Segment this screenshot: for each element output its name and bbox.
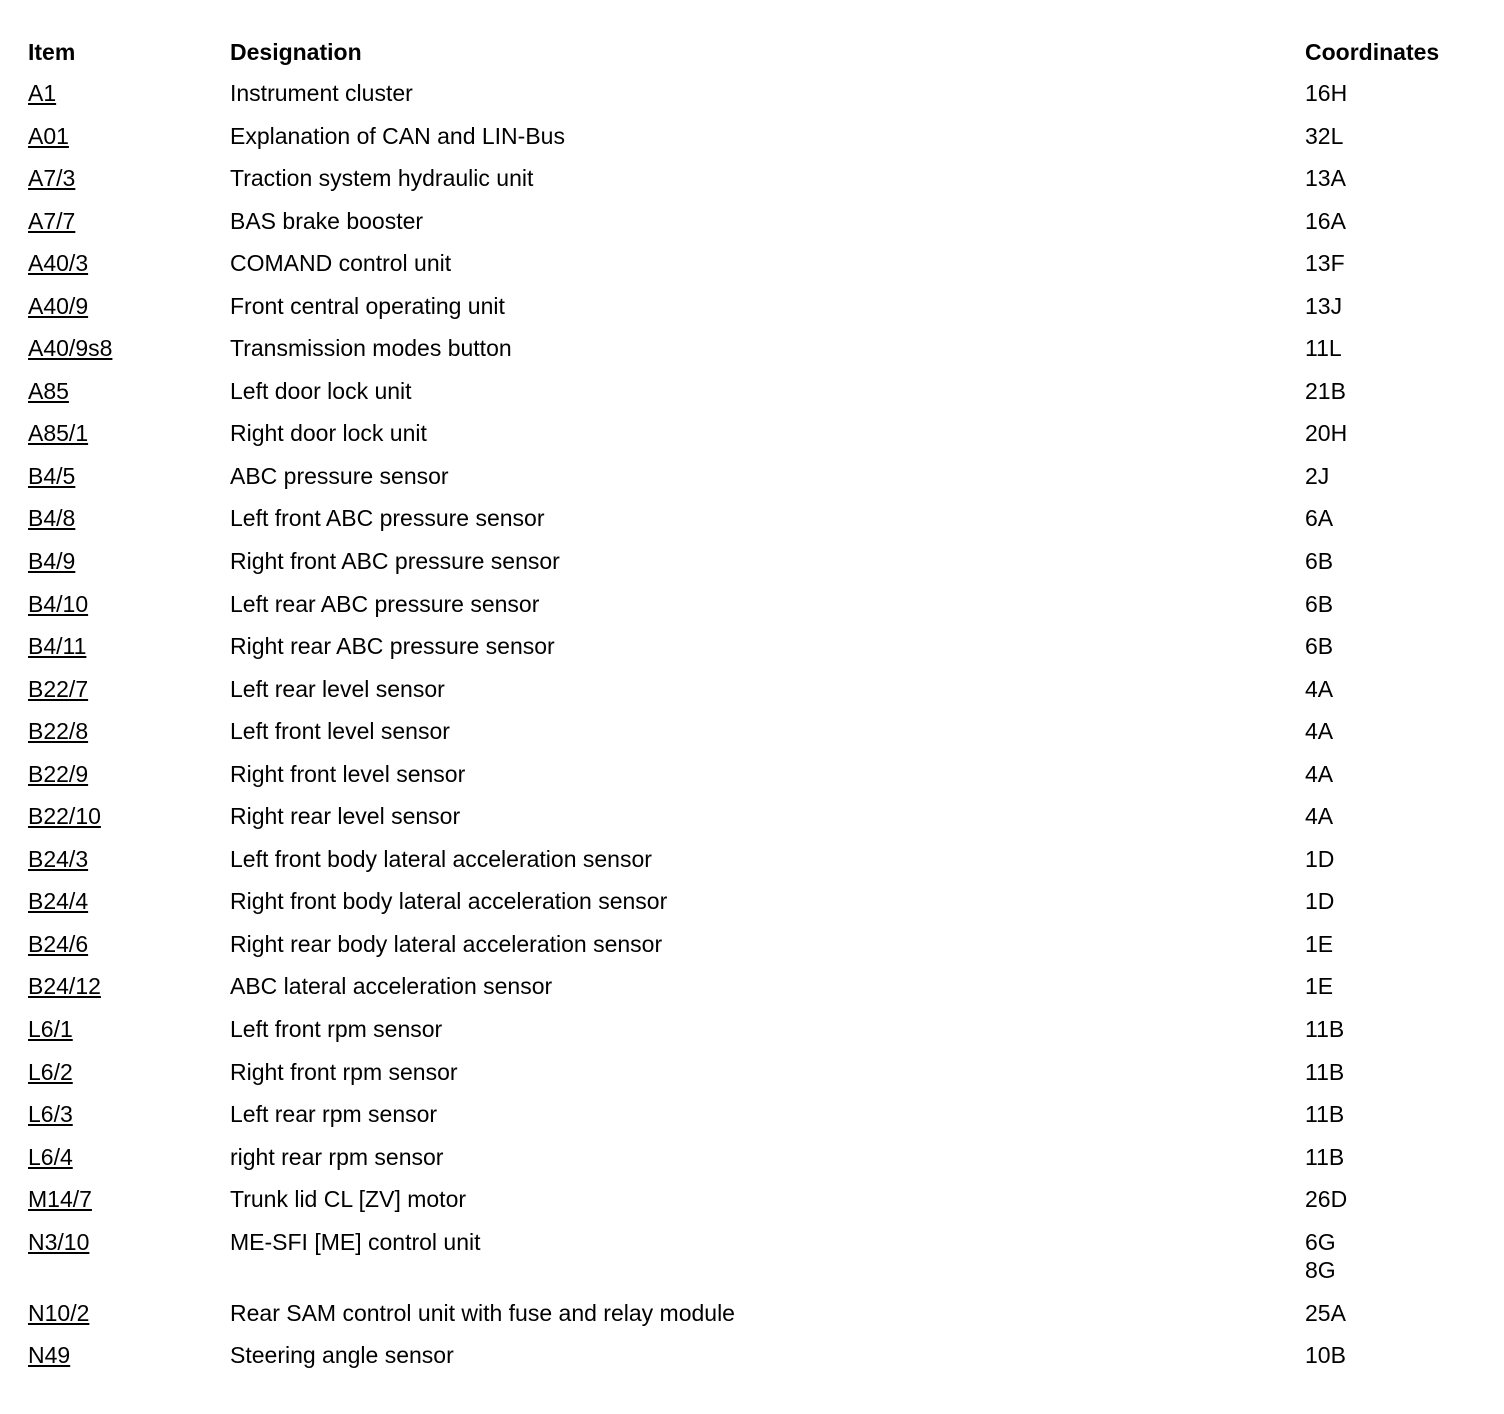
item-link[interactable]: B4/9 [28, 548, 76, 575]
coordinates-cell [1305, 590, 1333, 618]
designation-cell: Instrument cluster [230, 80, 413, 106]
coordinates-cell [1305, 845, 1334, 873]
coordinate-value: 11B [1305, 1016, 1345, 1043]
designation-cell: Left door lock unit [230, 377, 412, 404]
item-link[interactable]: N49 [28, 1342, 71, 1369]
coordinate-value: 1E [1305, 930, 1334, 957]
coordinate-value: 1D [1305, 888, 1335, 915]
item-link[interactable]: L6/2 [28, 1058, 73, 1085]
designation-cell: Transmission modes button [230, 335, 512, 362]
table-row [0, 1299, 1504, 1342]
coordinates-cell [1305, 1143, 1344, 1171]
coordinates-cell [1305, 547, 1333, 575]
table-row [0, 547, 1504, 590]
coordinate-value: 11B [1305, 1143, 1345, 1170]
item-link[interactable]: A40/3 [28, 250, 89, 277]
coordinate-value: 4A [1305, 803, 1334, 830]
designation-cell: Left rear level sensor [230, 675, 445, 702]
coordinate-value: 10B [1305, 1342, 1346, 1369]
coordinates-cell [1305, 632, 1333, 660]
table-header [0, 37, 1504, 67]
coordinates-cell [1305, 1015, 1344, 1043]
coordinate-value: 1E [1305, 973, 1334, 1000]
table-row [0, 249, 1504, 292]
designation-cell: Right rear level sensor [230, 803, 461, 830]
coordinates-cell [1305, 207, 1346, 235]
designation-cell: Right front rpm sensor [230, 1058, 458, 1085]
designation-cell: Left front ABC pressure sensor [230, 505, 545, 532]
table-row [0, 462, 1504, 505]
table-row [0, 972, 1504, 1015]
coordinate-value: 6A [1305, 505, 1334, 532]
table-row [0, 760, 1504, 803]
coordinates-cell [1305, 802, 1333, 830]
coordinate-value: 32L [1305, 122, 1344, 149]
designation-cell: right rear rpm sensor [230, 1143, 444, 1170]
item-link[interactable]: N3/10 [28, 1228, 90, 1255]
coordinates-cell [1305, 760, 1333, 788]
item-link[interactable]: L6/1 [28, 1016, 73, 1043]
coordinate-value: 4A [1305, 675, 1334, 702]
coordinate-value: 16A [1305, 207, 1346, 234]
designation-cell: Left rear rpm sensor [230, 1101, 438, 1128]
item-link[interactable]: B22/9 [28, 760, 89, 787]
coordinate-value: 4A [1305, 718, 1334, 745]
coordinate-value: 16H [1305, 80, 1348, 106]
coordinates-cell [1305, 164, 1346, 192]
item-link[interactable]: A01 [28, 122, 69, 149]
designation-cell: Left front body lateral acceleration sensor [230, 845, 652, 872]
table-row [0, 377, 1504, 420]
coordinate-value: 8G [1305, 1256, 1336, 1283]
table-row [0, 887, 1504, 930]
coordinates-cell [1305, 972, 1333, 1000]
item-link[interactable]: L6/4 [28, 1143, 73, 1170]
coordinates-cell [1305, 462, 1329, 490]
coordinate-value: 6B [1305, 633, 1334, 660]
designation-cell: Steering angle sensor [230, 1342, 454, 1369]
table-row [0, 1185, 1504, 1228]
table-row [0, 675, 1504, 718]
coordinate-value: 13J [1305, 292, 1343, 319]
coordinates-cell [1305, 249, 1345, 277]
coordinate-value: 6G [1305, 1228, 1336, 1255]
table-row [0, 1143, 1504, 1186]
table-row [0, 79, 1504, 122]
coordinates-cell [1305, 1185, 1347, 1213]
item-link[interactable]: A7/7 [28, 207, 76, 234]
item-link[interactable]: B4/11 [28, 633, 87, 660]
designation-cell: Right rear body lateral acceleration sensor [230, 930, 663, 957]
item-link[interactable]: B24/3 [28, 845, 89, 872]
coordinates-cell [1305, 1299, 1346, 1327]
item-link[interactable]: A7/3 [28, 165, 76, 192]
table-row [0, 334, 1504, 377]
item-link[interactable]: A1 [28, 80, 57, 106]
coordinate-value: 6B [1305, 548, 1334, 575]
item-link[interactable]: B24/12 [28, 973, 101, 1000]
coordinate-value: 2J [1305, 462, 1330, 489]
designation-cell: Rear SAM control unit with fuse and relay module [230, 1299, 735, 1326]
table-row [0, 802, 1504, 845]
coordinate-value: 11L [1305, 335, 1342, 362]
designation-cell: Trunk lid CL [ZV] motor [230, 1186, 467, 1213]
designation-cell: Traction system hydraulic unit [230, 165, 534, 192]
item-link[interactable]: B22/10 [28, 803, 101, 830]
designation-cell: Right front ABC pressure sensor [230, 548, 560, 575]
table-row [0, 292, 1504, 335]
table-row [0, 164, 1504, 207]
coordinate-value: 26D [1305, 1186, 1348, 1213]
table-body [0, 79, 1504, 1384]
item-link[interactable]: M14/7 [28, 1186, 92, 1213]
coordinates-cell [1305, 887, 1334, 915]
item-link[interactable]: B4/8 [28, 505, 76, 532]
item-link[interactable]: A85/1 [28, 420, 89, 447]
designation-cell: Left front rpm sensor [230, 1016, 443, 1043]
table-row [0, 419, 1504, 462]
coordinates-cell [1305, 717, 1333, 745]
table-row [0, 1058, 1504, 1101]
item-link[interactable]: B24/6 [28, 930, 89, 957]
table-row [0, 207, 1504, 250]
coordinate-value: 1D [1305, 845, 1335, 872]
coordinates-cell [1305, 675, 1333, 703]
item-link[interactable]: A85 [28, 377, 69, 404]
coordinate-value: 20H [1305, 420, 1348, 447]
table-row [0, 1341, 1504, 1384]
table-row [0, 590, 1504, 633]
designation-cell: Left front level sensor [230, 718, 450, 745]
designation-cell: Left rear ABC pressure sensor [230, 590, 540, 617]
coordinates-cell [1305, 419, 1347, 447]
item-link[interactable]: A40/9 [28, 292, 89, 319]
item-link[interactable]: A40/9s8 [28, 335, 113, 362]
table-row [0, 632, 1504, 675]
header-designation: Designation [230, 39, 362, 65]
designation-cell: Explanation of CAN and LIN-Bus [230, 122, 565, 149]
item-link[interactable]: B4/5 [28, 462, 76, 489]
coordinate-value: 25A [1305, 1299, 1346, 1326]
table-row [0, 122, 1504, 165]
designation-cell: ME-SFI [ME] control unit [230, 1228, 481, 1255]
item-link[interactable]: L6/3 [28, 1101, 73, 1128]
coordinate-value: 4A [1305, 760, 1334, 787]
table-row [0, 717, 1504, 760]
coordinates-cell [1305, 292, 1342, 320]
coordinates-cell [1305, 122, 1343, 150]
designation-cell: Right rear ABC pressure sensor [230, 633, 555, 660]
coordinates-cell [1305, 1100, 1344, 1128]
coordinate-value: 11B [1305, 1101, 1345, 1128]
coordinates-cell [1305, 1228, 1336, 1284]
header-item: Item [28, 39, 76, 65]
coordinates-cell [1305, 930, 1333, 958]
coordinates-cell [1305, 377, 1346, 405]
table-row [0, 1228, 1504, 1299]
coordinate-value: 11B [1305, 1058, 1345, 1085]
coordinate-value: 13A [1305, 165, 1346, 192]
designation-cell: BAS brake booster [230, 207, 424, 234]
item-link[interactable]: B22/8 [28, 718, 89, 745]
coordinates-cell [1305, 334, 1342, 362]
designation-cell: Right door lock unit [230, 420, 427, 447]
coordinates-cell [1305, 1341, 1346, 1369]
item-link[interactable]: B22/7 [28, 675, 89, 702]
table-row [0, 930, 1504, 973]
coordinate-value: 6B [1305, 590, 1334, 617]
table-row [0, 845, 1504, 888]
item-link[interactable]: B4/10 [28, 590, 89, 617]
designation-cell: COMAND control unit [230, 250, 452, 277]
coordinate-value: 13F [1305, 250, 1345, 277]
item-link[interactable]: B24/4 [28, 888, 89, 915]
coordinates-cell [1305, 79, 1347, 107]
designation-cell: Right front body lateral acceleration sensor [230, 888, 668, 915]
designation-cell: ABC lateral acceleration sensor [230, 973, 553, 1000]
table-row [0, 1015, 1504, 1058]
designation-cell: Right front level sensor [230, 760, 466, 787]
header-coordinates: Coordinates [1305, 39, 1440, 65]
item-link[interactable]: N10/2 [28, 1299, 90, 1326]
designation-cell: ABC pressure sensor [230, 462, 449, 489]
table-row [0, 504, 1504, 547]
designation-cell: Front central operating unit [230, 292, 505, 319]
coordinate-value: 21B [1305, 377, 1346, 404]
table-row [0, 1100, 1504, 1143]
coordinates-cell [1305, 1058, 1344, 1086]
coordinates-cell [1305, 504, 1333, 532]
